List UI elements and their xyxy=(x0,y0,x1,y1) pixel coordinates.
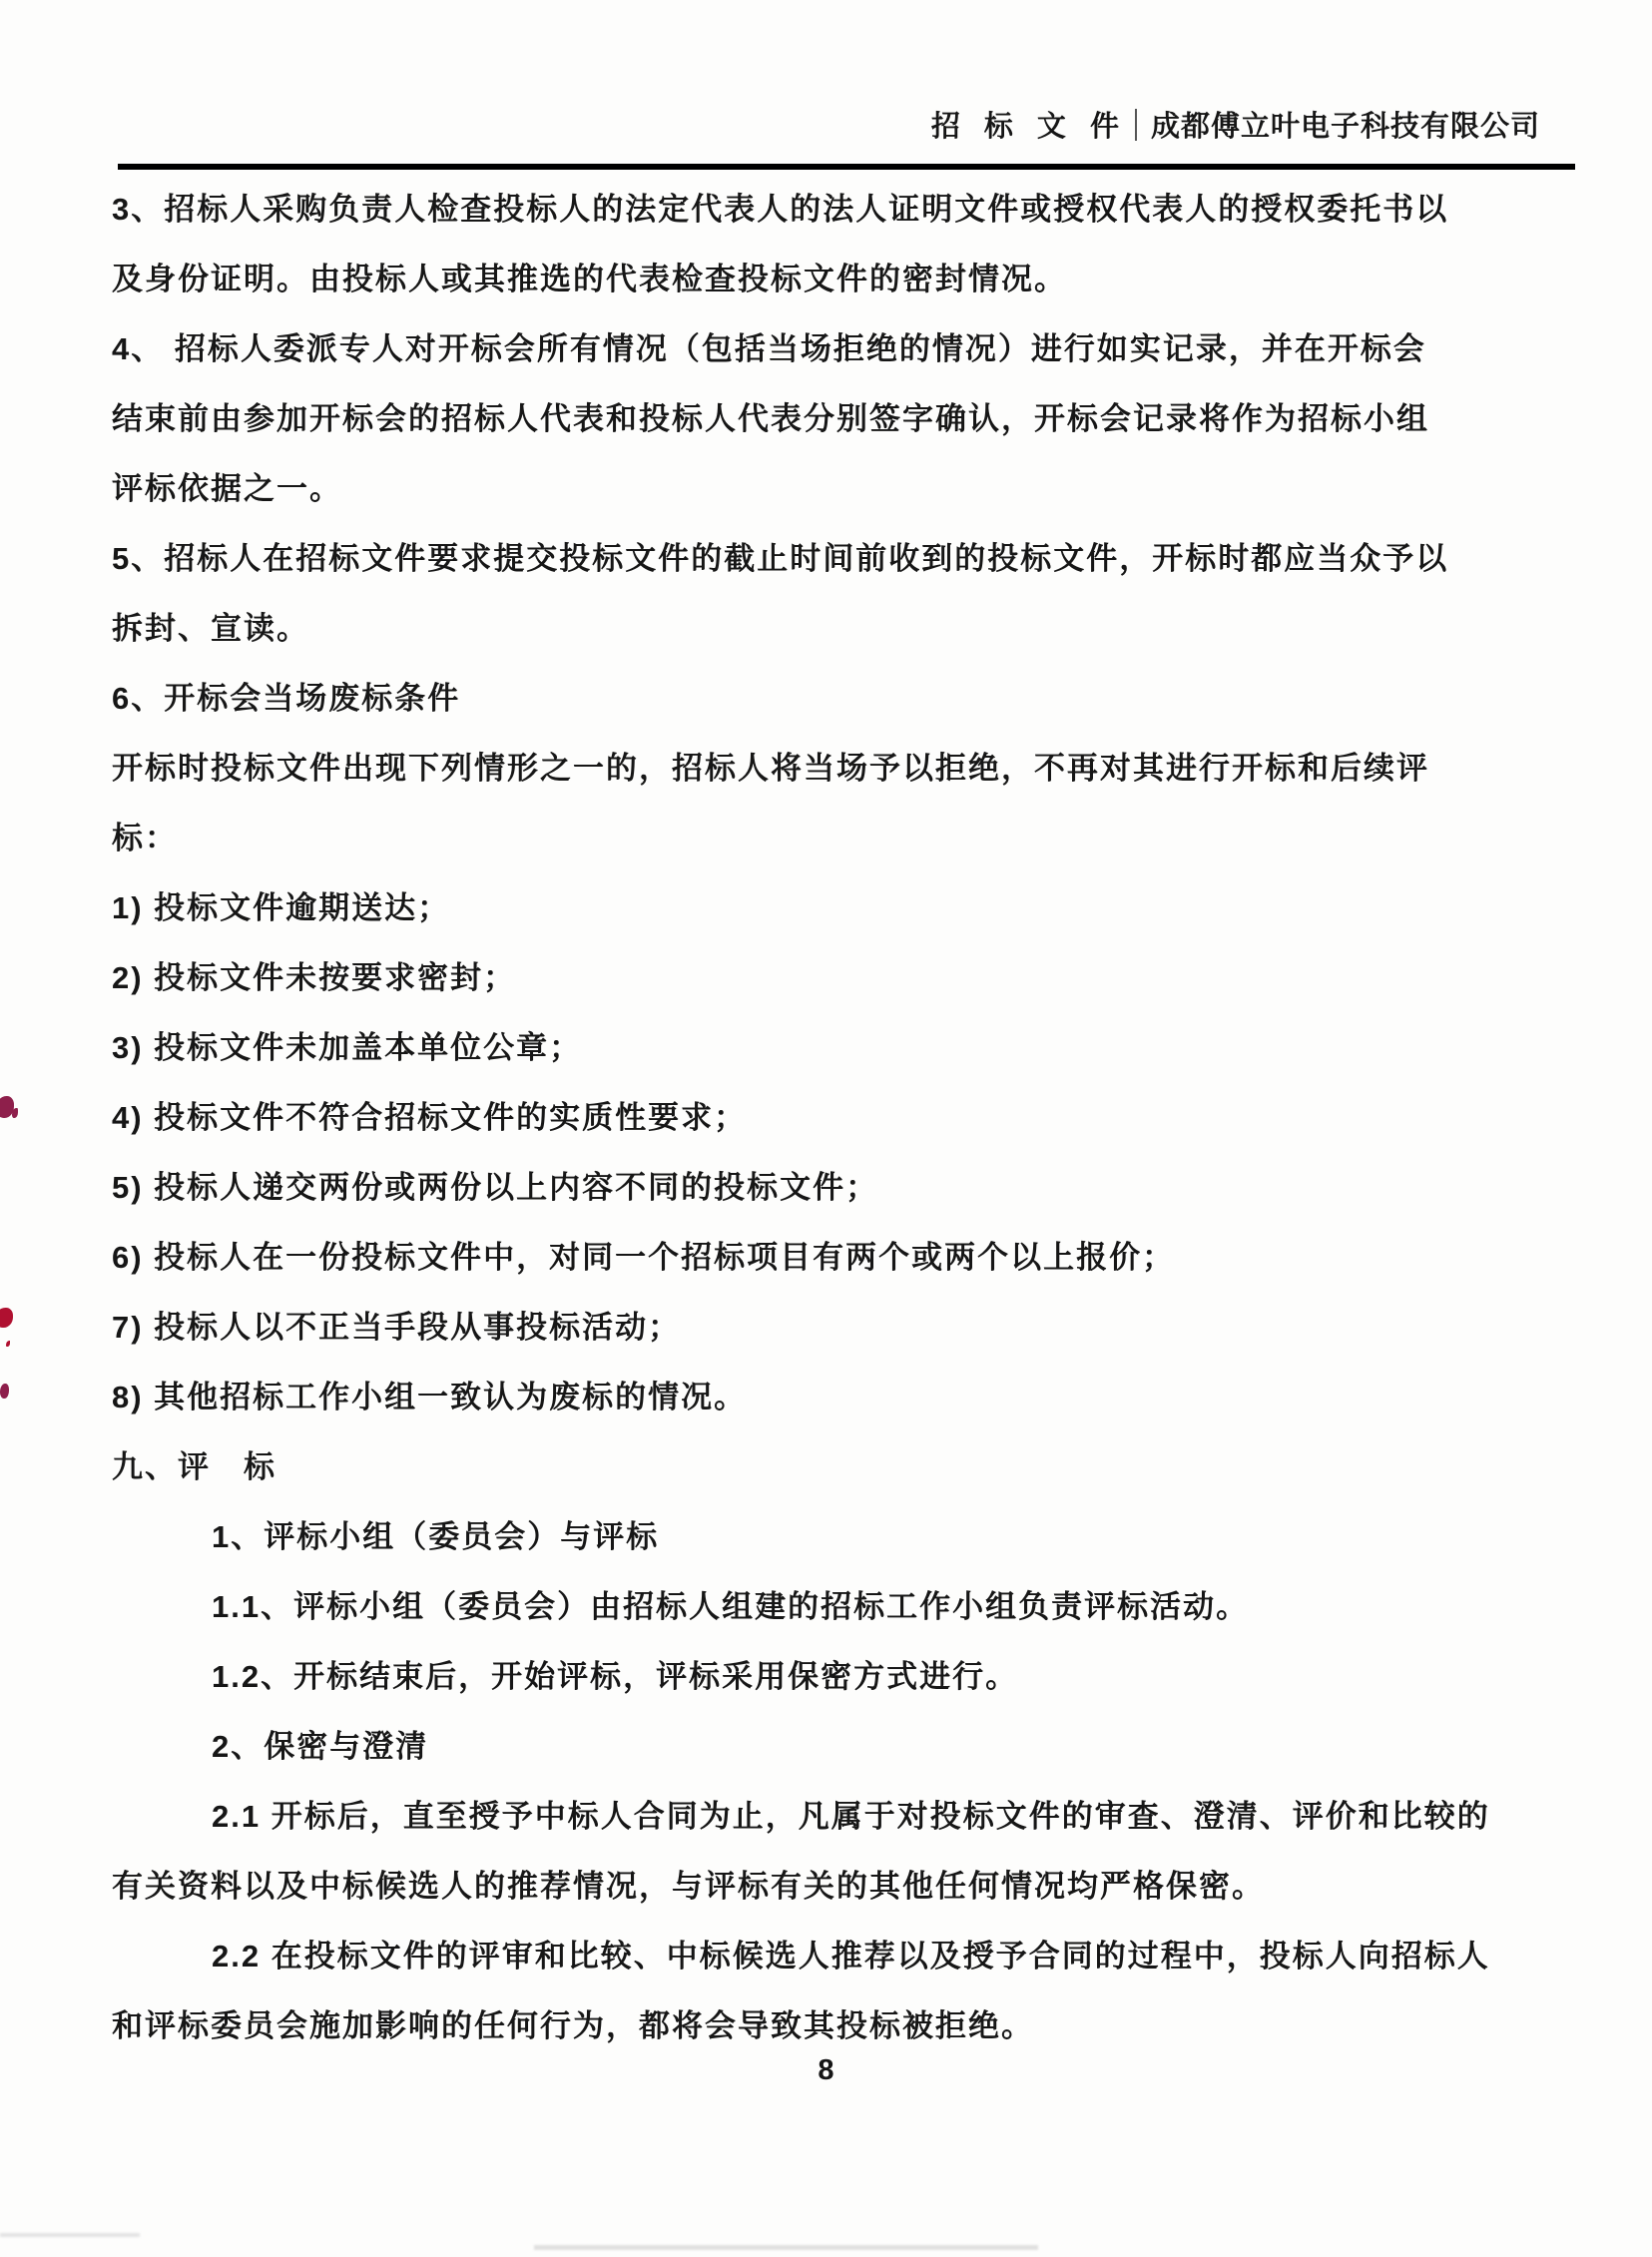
scan-smudge xyxy=(534,2245,1038,2250)
header-divider-line xyxy=(1135,109,1137,141)
body-line: 九、评 标 xyxy=(112,1449,276,1484)
body-line: 拆封、宣读。 xyxy=(112,611,309,646)
body-line: 7) 投标人以不正当手段从事投标活动； xyxy=(112,1310,682,1345)
body-line: 1.2、开标结束后，开始评标，评标采用保密方式进行。 xyxy=(212,1659,1019,1694)
body-line: 5) 投标人递交两份或两份以上内容不同的投标文件； xyxy=(112,1170,879,1205)
scan-smudge xyxy=(0,2233,140,2237)
body-line: 1.1、评标小组（委员会）由招标人组建的招标工作小组负责评标活动。 xyxy=(212,1589,1250,1624)
body-line: 2、保密与澄清 xyxy=(212,1729,429,1764)
body-line: 1) 投标文件逾期送达； xyxy=(112,890,451,925)
body-line: 结束前由参加开标会的招标人代表和投标人代表分别签字确认，开标会记录将作为招标小组 xyxy=(112,401,1429,436)
page-header xyxy=(931,104,1540,145)
body-line: 8) 其他招标工作小组一致认为废标的情况。 xyxy=(112,1380,748,1414)
header-rule xyxy=(118,164,1575,170)
red-ink-mark xyxy=(0,1384,9,1399)
red-ink-mark xyxy=(0,1308,13,1328)
document-body xyxy=(112,175,1490,2061)
body-line: 6、开标会当场废标条件 xyxy=(112,681,461,716)
body-line: 评标依据之一。 xyxy=(112,471,342,506)
body-line: 和评标委员会施加影响的任何行为，都将会导致其投标被拒绝。 xyxy=(112,2008,1034,2043)
body-line: 3、招标人采购负责人检查投标人的法定代表人的法人证明文件或授权代表人的授权委托书以 xyxy=(112,192,1449,227)
body-line: 5、招标人在招标文件要求提交投标文件的截止时间前收到的投标文件，开标时都应当众予以 xyxy=(112,541,1449,576)
body-line: 有关资料以及中标候选人的推荐情况，与评标有关的其他任何情况均严格保密。 xyxy=(112,1869,1265,1904)
page-number: 8 xyxy=(818,2054,834,2086)
body-line: 2.2 在投标文件的评审和比较、中标候选人推荐以及授予合同的过程中，投标人向招标人 xyxy=(212,1939,1490,1974)
header-doc-type: 招 标 文 件 xyxy=(930,111,1127,143)
body-line: 标： xyxy=(112,821,178,855)
body-line: 及身份证明。由投标人或其推选的代表检查投标文件的密封情况。 xyxy=(112,262,1067,296)
body-line: 6) 投标人在一份投标文件中，对同一个招标项目有两个或两个以上报价； xyxy=(112,1240,1176,1275)
body-line: 2) 投标文件未按要求密封； xyxy=(112,960,517,995)
header-company-name: 成都傅立叶电子科技有限公司 xyxy=(1150,111,1540,143)
body-line: 3) 投标文件未加盖本单位公章； xyxy=(112,1030,583,1065)
body-line: 开标时投标文件出现下列情形之一的，招标人将当场予以拒绝，不再对其进行开标和后续评 xyxy=(112,751,1429,786)
body-line: 4) 投标文件不符合招标文件的实质性要求； xyxy=(112,1100,748,1135)
body-line: 4、 招标人委派专人对开标会所有情况（包括当场拒绝的情况）进行如实记录，并在开标会 xyxy=(112,331,1426,366)
body-line: 1、评标小组（委员会）与评标 xyxy=(212,1519,660,1554)
red-ink-mark xyxy=(0,1096,14,1118)
body-line: 2.1 开标后，直至授予中标人合同为止，凡属于对投标文件的审查、澄清、评价和比较的 xyxy=(212,1799,1490,1834)
